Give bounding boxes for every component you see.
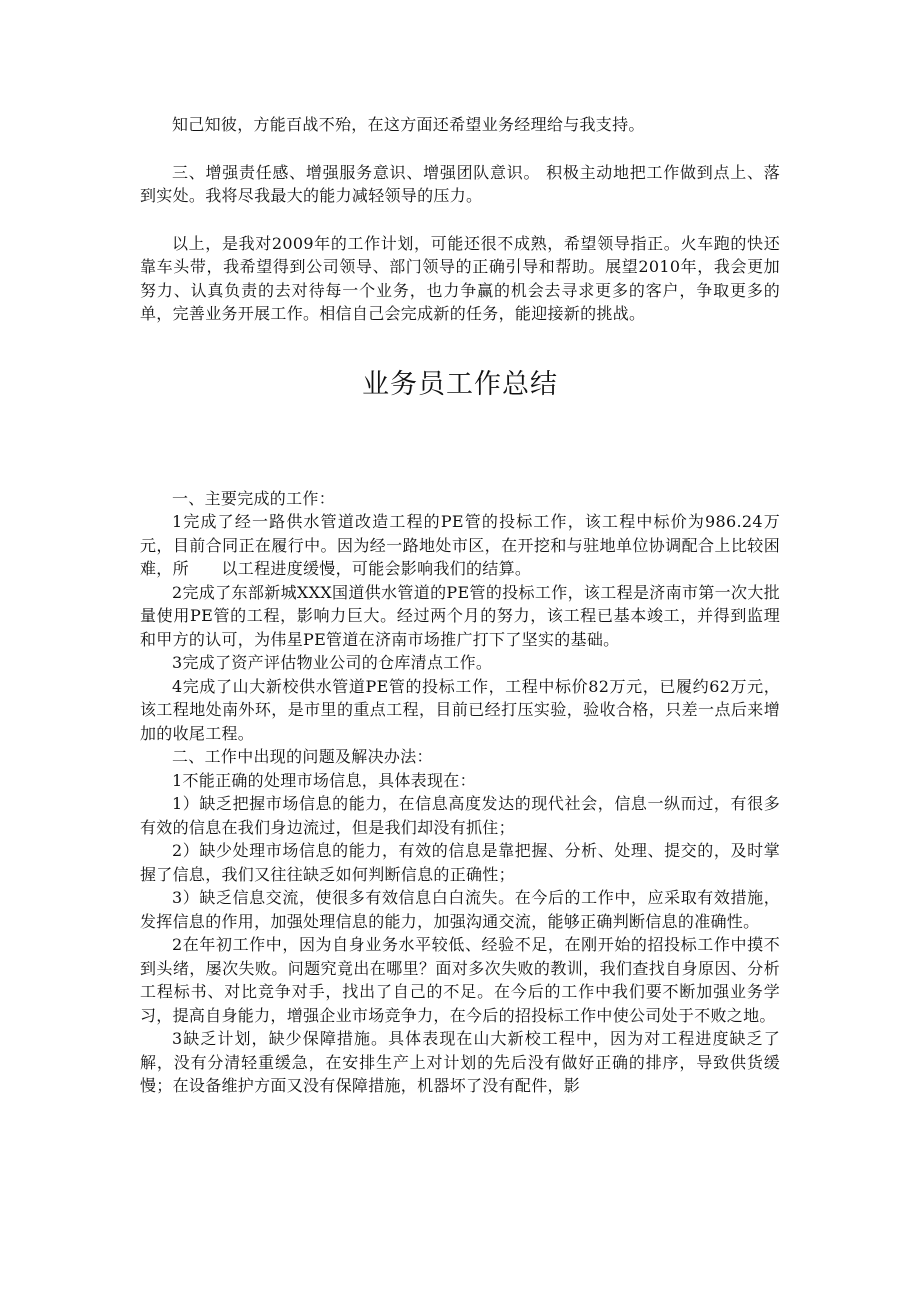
body-paragraph: 3缺乏计划，缺少保障措施。具体表现在山大新校工程中，因为对工程进度缺乏了解，没有分清轻重缓急，在安排生产上对计划的先后没有做好正确的排序，导致供货缓慢；在设备维护方面又没有保障措施，机器坏了没有配件，影 bbox=[140, 1029, 780, 1095]
section-heading-problems: 二、工作中出现的问题及解决办法： bbox=[172, 747, 433, 766]
body-paragraph: 3）缺乏信息交流，使很多有效信息白白流失。在今后的工作中，应采取有效措施，发挥信息的作用，加强处理信息的能力，加强沟通交流，能够正确判断信息的准确性。 bbox=[140, 888, 780, 931]
body-paragraph: 2在年初工作中，因为自身业务水平较低、经验不足，在刚开始的招投标工作中摸不到头绪，屡次失败。问题究竟出在哪里？面对多次失败的教训，我们查找自身原因、分析工程标书、对比竞争对手，找出了自己的不足。在今后的工作中我们要不断加强业务学习，提高自身能力，增强企业市场竞争力，在今后的招投标工作中使公司处于不败之地。 bbox=[140, 935, 780, 1025]
body-paragraph: 1不能正确的处理市场信息，具体表现在： bbox=[172, 770, 476, 790]
body-paragraph: 2完成了东部新城XXX国道供水管道的PE管的投标工作，该工程是济南市第一次大批量使用PE管的工程，影响力巨大。经过两个月的努力，该工程已基本竣工，并得到监理和甲方的认可，为伟星PE管道在济南市场推广打下了坚实的基础。 bbox=[140, 582, 780, 649]
section-heading-completed-work: 一、主要完成的工作： bbox=[172, 488, 336, 508]
document-page bbox=[140, 0, 780, 1098]
intro-paragraph-1: 知己知彼，方能百战不殆，在这方面还希望业务经理给与我支持。 bbox=[172, 115, 645, 134]
body-paragraph: 3完成了资产评估物业公司的仓库清点工作。 bbox=[172, 653, 493, 672]
intro-paragraph-2: 三、增强责任感、增强服务意识、增强团队意识。 积极主动地把工作做到点上、落到实处。我将尽我最大的能力减轻领导的压力。 bbox=[140, 162, 780, 205]
body-paragraph: 1完成了经一路供水管道改造工程的PE管的投标工作，该工程中标价为986.24万元，目前合同正在履行中。因为经一路地处市区，在开挖和与驻地单位协调配合上比较困难，所 以工程进度缓慢，可能会影响我们的结算。 bbox=[140, 512, 780, 578]
body-paragraph: 1）缺乏把握市场信息的能力，在信息高度发达的现代社会，信息一纵而过，有很多有效的信息在我们身边流过，但是我们却没有抓住； bbox=[140, 794, 780, 837]
document-title: 业务员工作总结 bbox=[362, 368, 558, 400]
body-paragraph: 4完成了山大新校供水管道PE管的投标工作，工程中标价82万元，已履约62万元，该工程地处南外环，是市里的重点工程，目前已经打压实验，验收合格，只差一点后来增加的收尾工程。 bbox=[140, 676, 780, 743]
body-paragraph: 2）缺少处理市场信息的能力，有效的信息是靠把握、分析、处理、提交的，及时掌握了信息，我们又往往缺乏如何判断信息的正确性； bbox=[140, 841, 780, 884]
intro-paragraph-3: 以上，是我对2009年的工作计划，可能还很不成熟，希望领导指正。火车跑的快还靠车头带，我希望得到公司领导、部门领导的正确引导和帮助。展望2010年，我会更加努力、认真负责的去对待每一个业务，也力争赢的机会去寻求更多的客户，争取更多的单，完善业务开展工作。相信自己会完成新的任务，能迎接新的挑战。 bbox=[140, 233, 780, 323]
